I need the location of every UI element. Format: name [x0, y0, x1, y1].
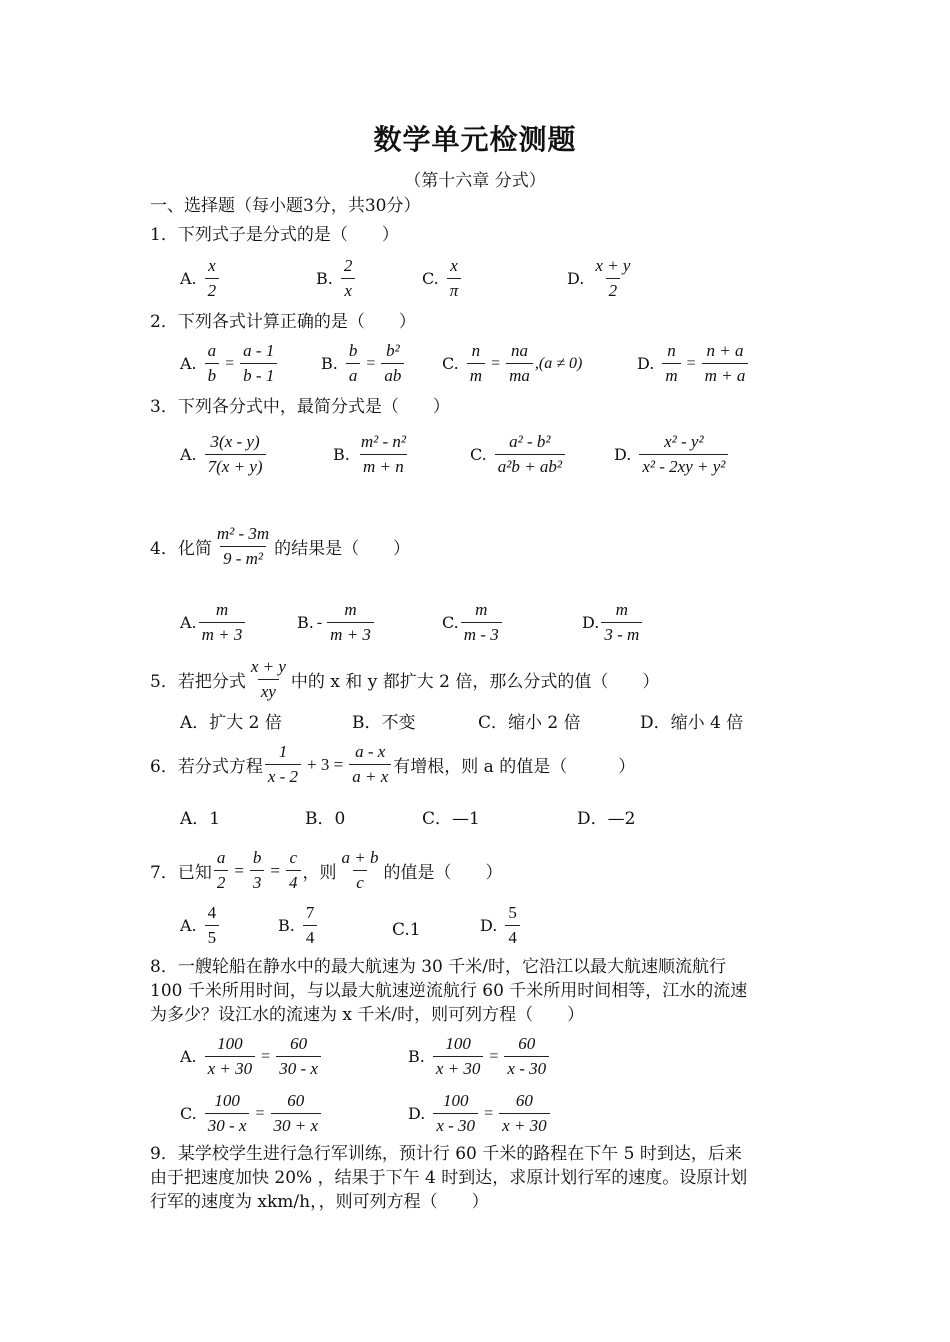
q3-option-a[interactable]: [180, 432, 268, 477]
q7-option-a[interactable]: [180, 903, 221, 948]
denominator: x + 30: [433, 1056, 484, 1079]
section-heading: 一、选择题（每小题3分，共30分）: [150, 196, 421, 216]
question-9-stem: [150, 1142, 810, 1214]
minus-sign: -: [316, 613, 323, 631]
numerator: n: [667, 341, 676, 360]
option-label: A.: [180, 269, 197, 288]
denominator: m + 3: [327, 622, 374, 645]
option-label: B.: [316, 269, 333, 288]
option-label: B.: [321, 354, 338, 373]
stem-text: 6．若分式方程: [150, 757, 263, 777]
numerator: a - x: [355, 742, 386, 761]
stem-line: 为多少？设江水的流速为 x 千米/时，则可列方程（ ）: [150, 1005, 585, 1025]
denominator: ab: [381, 363, 404, 386]
q1-option-a[interactable]: [180, 256, 221, 301]
option-label: A.: [180, 916, 197, 935]
fraction: [250, 848, 265, 893]
numerator: m² - 3m: [216, 524, 270, 543]
q8-option-d[interactable]: [408, 1091, 552, 1136]
question-2-stem: 2．下列各式计算正确的是（ ）: [150, 312, 416, 332]
numerator: x: [208, 256, 216, 275]
option-label: B.: [408, 1047, 425, 1066]
denominator: 2: [606, 278, 621, 301]
numerator: x² - y²: [664, 432, 704, 451]
denominator: x: [341, 278, 355, 301]
numerator: n + a: [706, 341, 744, 360]
fraction: [346, 341, 361, 386]
q1-option-d[interactable]: [567, 256, 635, 301]
fraction: [504, 1034, 549, 1079]
stem-text: 的结果是（ ）: [274, 539, 411, 559]
condition: ,(a ≠ 0): [534, 354, 583, 372]
denominator: m + a: [702, 363, 749, 386]
denominator: π: [447, 278, 462, 301]
fraction: [433, 1091, 478, 1136]
fraction: [214, 848, 229, 893]
fraction: [381, 341, 404, 386]
option-label: D.: [582, 613, 600, 632]
fraction: [205, 1034, 256, 1079]
denominator: m + 3: [199, 622, 246, 645]
option-label: C.: [470, 445, 487, 464]
option-label: C.: [422, 269, 439, 288]
q2-option-b[interactable]: [321, 341, 406, 386]
fraction: [341, 256, 356, 301]
fraction: [205, 432, 266, 477]
denominator: 3: [250, 870, 265, 893]
page-subtitle: （第十六章 分式）: [404, 171, 546, 191]
denominator: 2: [205, 278, 220, 301]
stem-text: 的值是（ ）: [383, 863, 503, 883]
q2-option-c[interactable]: [442, 341, 582, 386]
denominator: x + 30: [205, 1056, 256, 1079]
numerator: 100: [214, 1091, 240, 1110]
q6-option-c[interactable]: C．—1: [422, 809, 480, 829]
stem-text: ，则: [302, 863, 337, 883]
question-5-stem: [150, 657, 659, 702]
fraction: [205, 341, 220, 386]
fraction: [433, 1034, 484, 1079]
numerator: a - 1: [243, 341, 275, 360]
denominator: 4: [505, 925, 520, 948]
fraction: [349, 742, 391, 787]
option-label: B.: [297, 613, 314, 632]
q5-option-d[interactable]: D．缩小 4 倍: [640, 713, 744, 733]
fraction: [639, 432, 728, 477]
numerator: a: [207, 341, 217, 360]
equals-sign: =: [491, 354, 501, 372]
numerator: a: [216, 848, 226, 867]
q8-option-c[interactable]: [180, 1091, 323, 1136]
numerator: x: [450, 256, 458, 275]
fraction: [248, 657, 289, 702]
numerator: m: [215, 600, 229, 619]
question-4-stem: [150, 524, 410, 569]
denominator: m + n: [360, 454, 407, 477]
numerator: m² - n²: [360, 432, 406, 451]
q7-option-b[interactable]: [278, 903, 319, 948]
stem-line: 由于把速度加快 20% ，结果于下午 4 时到达，求原计划行军的速度。设原计划: [150, 1168, 748, 1188]
q3-option-d[interactable]: [614, 432, 730, 477]
denominator: 7(x + y): [205, 454, 266, 477]
numerator: 1: [278, 742, 288, 761]
numerator: 2: [343, 256, 353, 275]
numerator: 7: [305, 903, 315, 922]
q7-option-d[interactable]: [480, 903, 522, 948]
equals-sign: =: [225, 354, 235, 372]
denominator: b: [205, 363, 220, 386]
equals-sign: =: [255, 1104, 265, 1122]
denominator: x - 2: [265, 764, 301, 787]
fraction: [214, 524, 272, 569]
numerator: m: [344, 600, 357, 619]
numerator: na: [510, 341, 528, 360]
fraction: [499, 1091, 550, 1136]
stem-text: 7．已知: [150, 863, 212, 883]
fraction: [592, 256, 633, 301]
denominator: 4: [303, 925, 318, 948]
q7-option-c[interactable]: C.1: [392, 920, 421, 940]
fraction: [327, 600, 374, 645]
fraction: [467, 341, 485, 386]
numerator: b: [252, 848, 262, 867]
q5-option-c[interactable]: C．缩小 2 倍: [478, 713, 581, 733]
q5-option-b[interactable]: B．不变: [352, 713, 416, 733]
stem-line: 100 千米所用时间，与以最大航速逆流航行 60 千米所用时间相等，江水的流速: [150, 981, 748, 1001]
question-8-stem: [150, 955, 810, 1027]
numerator: 100: [445, 1034, 471, 1053]
equals-sign: =: [261, 1047, 271, 1065]
option-label: D.: [637, 354, 655, 373]
numerator: b: [348, 341, 358, 360]
option-label: D.: [480, 916, 498, 935]
q2-option-d[interactable]: [637, 341, 750, 386]
stem-text: 5．若把分式: [150, 672, 246, 692]
option-label: A.: [180, 1047, 197, 1066]
q6-option-a[interactable]: A．1: [180, 809, 221, 829]
stem-text: 有增根，则 a 的值是（ ）: [393, 757, 636, 777]
q4-option-a[interactable]: [180, 600, 247, 645]
question-6-stem: [150, 742, 635, 787]
equals-sign: =: [686, 354, 696, 372]
question-1-stem: 1．下列式子是分式的是（ ）: [150, 225, 399, 245]
question-3-stem: 3．下列各分式中，最简分式是（ ）: [150, 397, 450, 417]
equals-sign: =: [489, 1047, 499, 1065]
numerator: m: [475, 600, 488, 619]
fraction: [601, 600, 642, 645]
fraction: [339, 848, 382, 893]
numerator: m: [615, 600, 628, 619]
denominator: 3 - m: [601, 622, 642, 645]
stem-text: 4．化简: [150, 539, 212, 559]
denominator: a + x: [349, 764, 391, 787]
denominator: 30 - x: [276, 1056, 321, 1079]
denominator: 30 - x: [205, 1113, 250, 1136]
numerator: 5: [508, 903, 517, 922]
q5-option-a[interactable]: A．扩大 2 倍: [180, 713, 282, 733]
equals-sign: =: [484, 1104, 494, 1122]
fraction: [205, 903, 220, 948]
stem-line: 行军的速度为 xkm/h，，则可列方程（ ）: [150, 1192, 489, 1212]
denominator: c: [353, 870, 367, 893]
option-label: C.: [442, 354, 459, 373]
denominator: x - 30: [433, 1113, 478, 1136]
numerator: c: [289, 848, 298, 867]
denominator: 2: [214, 870, 229, 893]
q3-option-b[interactable]: [333, 432, 411, 477]
q8-option-a[interactable]: [180, 1034, 323, 1079]
q6-option-b[interactable]: B．0: [305, 809, 346, 829]
denominator: m: [467, 363, 485, 386]
option-label: D.: [408, 1104, 426, 1123]
denominator: 30 + x: [271, 1113, 322, 1136]
option-label: A.: [180, 354, 197, 373]
q1-option-c[interactable]: [422, 256, 463, 301]
question-7-stem: [150, 848, 503, 893]
fraction: [286, 848, 301, 893]
equals-sign: =: [234, 860, 244, 880]
option-label: A.: [180, 613, 197, 632]
denominator: x + 30: [499, 1113, 550, 1136]
numerator: 60: [287, 1091, 305, 1110]
denominator: x² - 2xy + y²: [639, 454, 728, 477]
numerator: 100: [442, 1091, 469, 1110]
option-label: B.: [333, 445, 350, 464]
q4-option-d[interactable]: [582, 600, 644, 645]
fraction: [276, 1034, 321, 1079]
option-label: A.: [180, 445, 197, 464]
denominator: b - 1: [240, 363, 277, 386]
fraction: [205, 1091, 250, 1136]
denominator: xy: [258, 679, 279, 702]
fraction: [447, 256, 462, 301]
option-label: B.: [278, 916, 295, 935]
stem-line: 8．一艘轮船在静水中的最大航速为 30 千米/时，它沿江以最大航速顺流航行: [150, 957, 726, 977]
numerator: 60: [518, 1034, 536, 1053]
numerator: b²: [386, 341, 400, 360]
plus-three-equals: + 3 =: [307, 754, 344, 774]
numerator: 3(x - y): [210, 432, 260, 451]
fraction: [240, 341, 277, 386]
numerator: 100: [217, 1034, 243, 1053]
stem-line: 9．某学校学生进行急行军训练，预计行 60 千米的路程在下午 5 时到达，后来: [150, 1144, 742, 1164]
denominator: a: [346, 363, 361, 386]
option-label: D.: [614, 445, 632, 464]
page-title: 数学单元检测题: [373, 123, 577, 156]
numerator: x + y: [250, 657, 286, 676]
fraction: [505, 903, 520, 948]
denominator: ma: [506, 363, 533, 386]
fraction: [495, 432, 565, 477]
q6-option-d[interactable]: D．—2: [577, 809, 636, 829]
q8-option-b[interactable]: [408, 1034, 551, 1079]
numerator: a + b: [341, 848, 379, 867]
option-label: C.: [442, 613, 459, 632]
fraction: [265, 742, 301, 787]
q4-option-c[interactable]: [442, 600, 504, 645]
q1-option-b[interactable]: [316, 256, 357, 301]
equals-sign: =: [270, 860, 281, 880]
option-label: C.: [180, 1104, 197, 1123]
option-label: D.: [567, 269, 585, 288]
q3-option-c[interactable]: [470, 432, 567, 477]
denominator: 5: [205, 925, 220, 948]
numerator: 4: [207, 903, 217, 922]
fraction: [358, 432, 409, 477]
numerator: n: [471, 341, 481, 360]
denominator: x - 30: [504, 1056, 549, 1079]
fraction: [199, 600, 246, 645]
denominator: m - 3: [461, 622, 502, 645]
fraction: [271, 1091, 322, 1136]
denominator: m: [662, 363, 680, 386]
fraction: [461, 600, 502, 645]
fraction: [662, 341, 680, 386]
q2-option-a[interactable]: [180, 341, 279, 386]
fraction: [205, 256, 220, 301]
numerator: 60: [290, 1034, 308, 1053]
fraction: [303, 903, 318, 948]
denominator: 9 - m²: [220, 546, 266, 569]
q4-option-b[interactable]: [297, 600, 376, 645]
stem-text: 中的 x 和 y 都扩大 2 倍，那么分式的值（ ）: [290, 672, 660, 692]
fraction: [702, 341, 749, 386]
numerator: a² - b²: [509, 432, 551, 451]
denominator: a²b + ab²: [495, 454, 565, 477]
numerator: x + y: [595, 256, 631, 275]
equals-sign: =: [366, 354, 376, 372]
numerator: 60: [515, 1091, 533, 1110]
denominator: 4: [286, 870, 301, 893]
fraction: [506, 341, 533, 386]
